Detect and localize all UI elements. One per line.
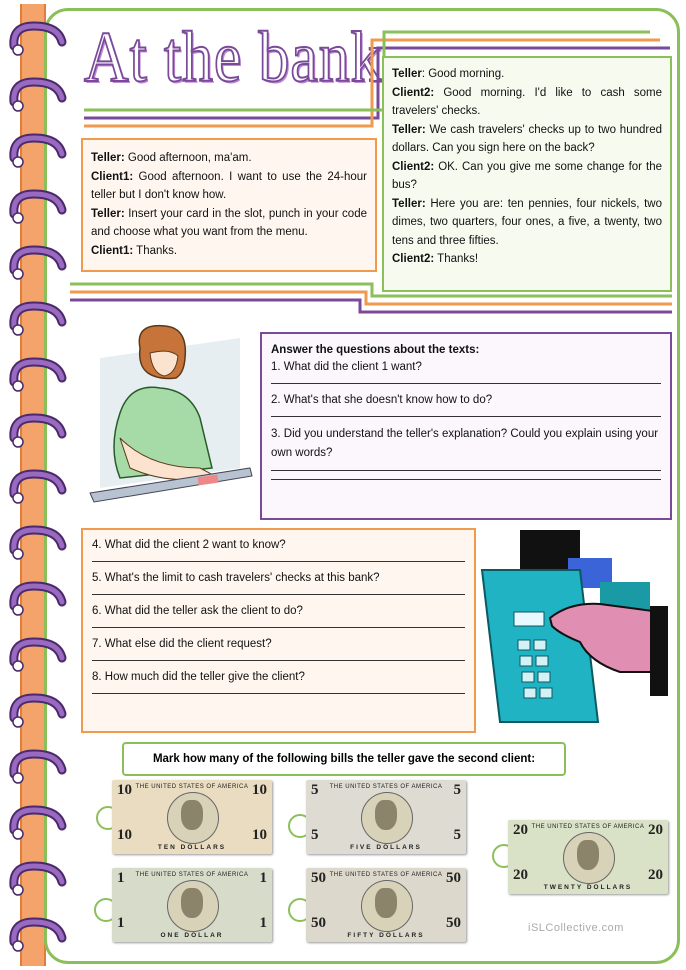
dialogue-line: Client1: Good afternoon. I want to use the 24-hour teller but I don't know how.: [91, 170, 368, 201]
bill-value: 50: [446, 870, 461, 886]
bill-value: 5: [311, 827, 319, 843]
answer-line[interactable]: [92, 693, 465, 694]
bill-value: 5: [453, 782, 461, 798]
page-title: At the bank: [84, 17, 383, 97]
bill-value: 10: [252, 827, 267, 843]
question-item: 4. What did the client 2 want to know?: [92, 539, 286, 551]
bill-value: 50: [446, 915, 461, 931]
bill-value: 50: [311, 915, 326, 931]
answer-line[interactable]: [271, 470, 661, 471]
bill-caption: ONE DOLLAR: [160, 932, 224, 939]
bill-value: 5: [453, 827, 461, 843]
question-item: 5. What's the limit to cash travelers' checks at this bank?: [92, 572, 380, 584]
answer-line[interactable]: [271, 479, 661, 480]
dollar-bill: [306, 868, 466, 942]
bill-value: 20: [513, 822, 528, 838]
answer-line[interactable]: [271, 416, 661, 417]
bill-band: THE UNITED STATES OF AMERICA: [329, 784, 443, 790]
question-item: 2. What's that she doesn't know how to do?: [271, 394, 493, 406]
bill-value: 10: [117, 827, 132, 843]
bills-instruction: Mark how many of the following bills the teller gave the second client:: [122, 742, 566, 776]
watermark: iSLCollective.com: [528, 922, 624, 934]
bill-value: 10: [117, 782, 132, 798]
bill-value: 5: [311, 782, 319, 798]
answer-line[interactable]: [92, 561, 465, 562]
bill-value: 1: [117, 870, 125, 886]
answer-line[interactable]: [271, 383, 661, 384]
dollar-bill: [112, 780, 272, 854]
bill-caption: TEN DOLLARS: [157, 844, 227, 851]
bill-value: 10: [252, 782, 267, 798]
dollar-bill: [306, 780, 466, 854]
dialogue-line: Teller: Good afternoon, ma'am.: [91, 152, 252, 164]
dialogue-line: Teller: Insert your card in the slot, punch in your code and choose what you want from the menu.: [91, 207, 367, 238]
bill-band: THE UNITED STATES OF AMERICA: [135, 784, 249, 790]
bill-value: 1: [259, 870, 267, 886]
bill-value: 20: [648, 867, 663, 883]
dialogue-box-1: [81, 138, 377, 272]
bill-value: 50: [311, 870, 326, 886]
bill-value: 20: [513, 867, 528, 883]
dialogue-line: Teller: We cash travelers' checks up to two hundred dollars. Can you sign here on the back?: [392, 123, 663, 154]
atm-card-illustration: [480, 522, 670, 732]
dialogue-line: Client1: Thanks.: [91, 244, 178, 257]
questions-box-1: [260, 332, 672, 520]
portrait-icon: [577, 840, 599, 870]
question-item: 7. What else did the client request?: [92, 638, 272, 650]
dialogue-line: Teller: Good morning.: [392, 68, 505, 80]
question-item: 8. How much did the teller give the client?: [92, 671, 305, 683]
bill-value: 20: [648, 822, 663, 838]
portrait-icon: [375, 888, 397, 918]
bill-band: THE UNITED STATES OF AMERICA: [135, 872, 249, 878]
dialogue-line: Client2: OK. Can you give me some change for the bus?: [392, 160, 662, 191]
question-item: 1. What did the client 1 want?: [271, 361, 422, 373]
woman-at-counter-illustration: [80, 318, 256, 514]
bill-caption: FIVE DOLLARS: [350, 844, 422, 851]
dialogue-line: Teller: Here you are: ten pennies, four nickels, two dimes, two quarters, four ones, a five, a twenty, two tens and three fifties.: [392, 197, 662, 247]
bill-caption: FIFTY DOLLARS: [347, 932, 425, 939]
bill-band: THE UNITED STATES OF AMERICA: [329, 872, 443, 878]
questions-box-2: [81, 528, 476, 733]
dollar-bill: [112, 868, 272, 942]
answer-line[interactable]: [92, 594, 465, 595]
questions-heading: Answer the questions about the texts:: [271, 344, 480, 356]
bill-caption: TWENTY DOLLARS: [543, 884, 633, 891]
dialogue-box-2: [382, 56, 672, 292]
portrait-icon: [181, 800, 203, 830]
bill-value: 1: [117, 915, 125, 931]
portrait-icon: [375, 800, 397, 830]
dialogue-line: Client2: Thanks!: [392, 253, 479, 265]
bill-value: 1: [259, 915, 267, 931]
answer-line[interactable]: [92, 660, 465, 661]
dialogue-line: Client2: Good morning. I'd like to cash some travelers' checks.: [392, 86, 663, 117]
answer-line[interactable]: [92, 627, 465, 628]
portrait-icon: [181, 888, 203, 918]
question-item: 6. What did the teller ask the client to do?: [92, 605, 303, 617]
question-item: 3. Did you understand the teller's explanation? Could you explain using your own words?: [271, 428, 659, 459]
dollar-bill: [508, 820, 668, 894]
bill-band: THE UNITED STATES OF AMERICA: [531, 824, 645, 830]
